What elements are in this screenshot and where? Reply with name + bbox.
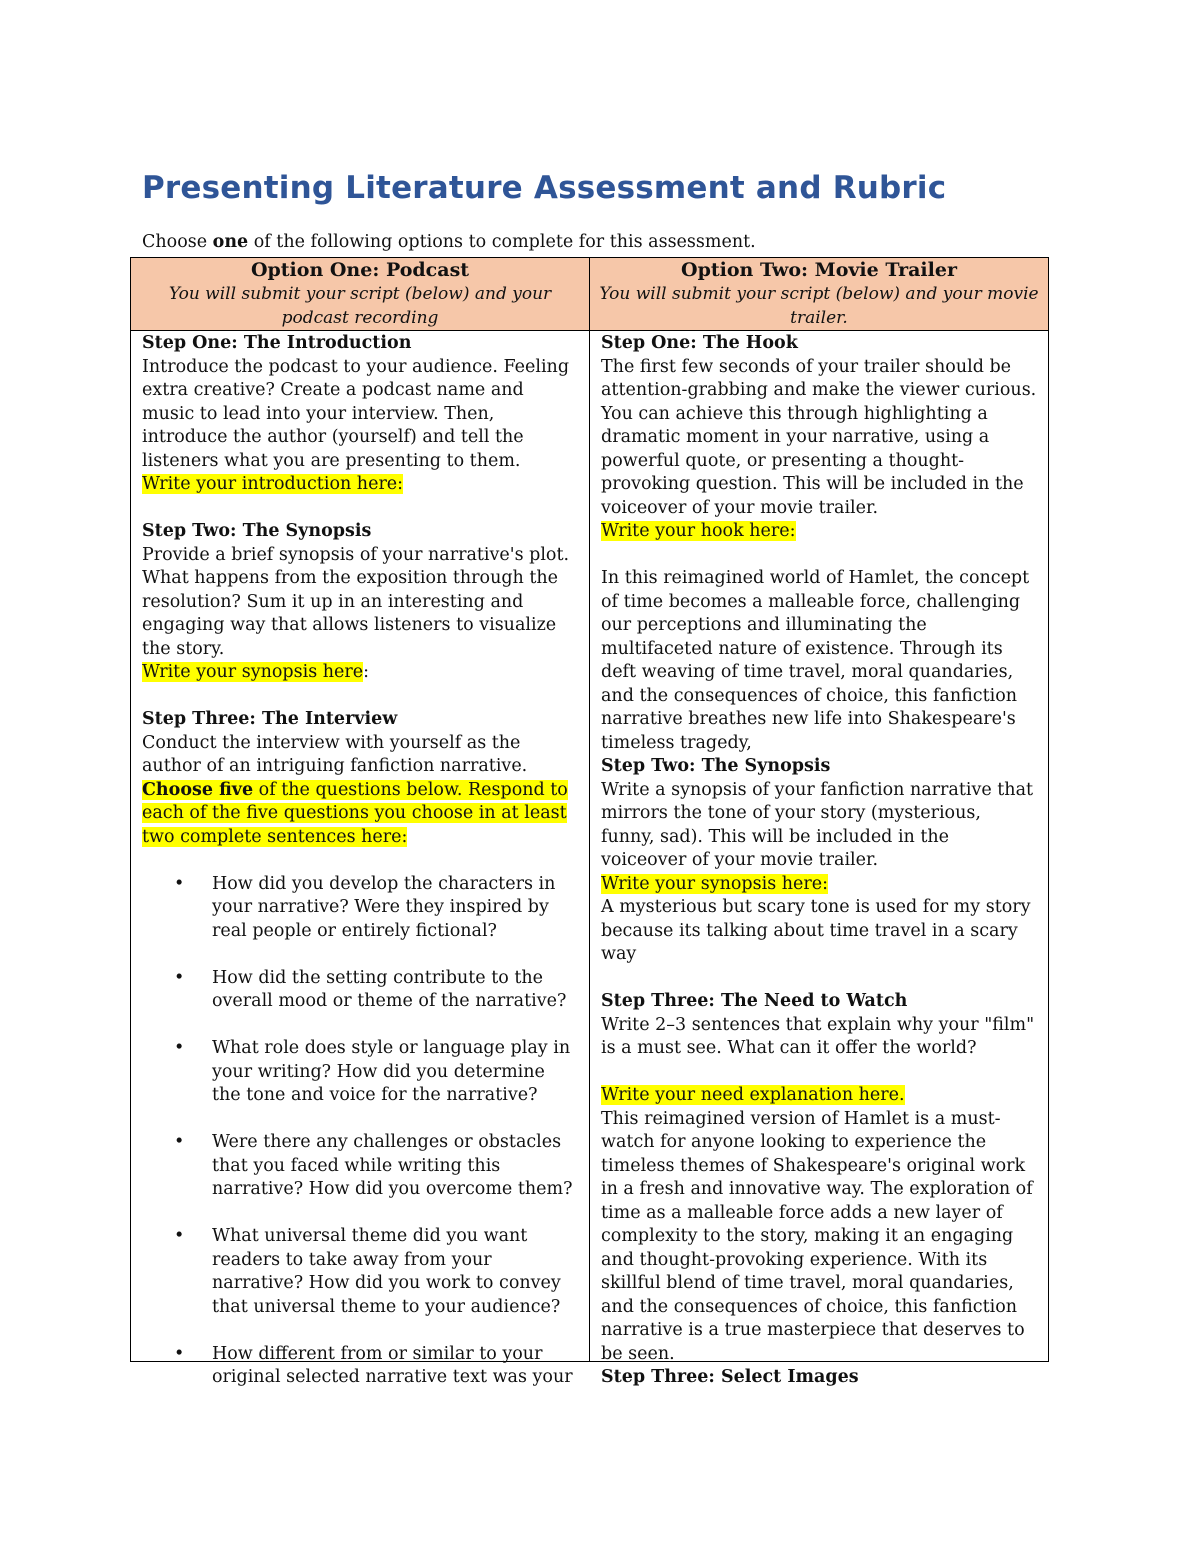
option-two-step1-heading: Step One: The Hook: [601, 333, 798, 353]
option-two-step2-text: Write a synopsis of your fanfiction narrative that mirrors the tone of your story (mysterious, funny, sad). This will be included in the voiceover of your movie trailer.: [601, 779, 1034, 870]
option-one-step2-heading: Step Two: The Synopsis: [142, 521, 372, 541]
list-item: [142, 1343, 579, 1390]
question-text: What role does style or language play in your writing? How did you determine the tone and voice for the narrative?: [212, 1038, 571, 1105]
list-item: [142, 967, 579, 1014]
bullet-icon: •: [174, 1226, 185, 1246]
question-text: How different from or similar to your original selected narrative text was your: [212, 1343, 573, 1387]
option-one-subtitle: You will submit your script (below) and your podcast recording: [168, 284, 552, 328]
options-body-row: [131, 331, 1049, 1362]
option-two-step2-heading: Step Two: The Synopsis: [601, 756, 831, 776]
option-one-step3-body: [142, 732, 579, 850]
options-header-row: [131, 258, 1049, 331]
list-item: [142, 1131, 579, 1202]
option-two-step1-answer: In this reimagined world of Hamlet, the concept of time becomes a malleable force, challenging our perceptions and illuminating the multifaceted nature of existence. Through its deft weaving of time travel, moral quandaries, and the consequences of choice, this fanfiction narrative breathes new life into Shakespeare's timeless tragedy,: [601, 568, 1030, 753]
option-one-step2-text: Provide a brief synopsis of your narrative's plot. What happens from the exposition through the resolution? Sum it up in an interesting and engaging way that allows listeners to visualize the story.: [142, 544, 570, 659]
list-item: [142, 873, 579, 944]
question-text: What universal theme did you want readers to take away from your narrative? How did you work to convey that universal theme to your audience?: [212, 1226, 561, 1317]
interview-questions-list: [142, 873, 579, 1390]
option-two-step1-prompt: Write your hook here:: [601, 521, 796, 541]
option-one-step3-heading: Step Three: The Interview: [142, 709, 398, 729]
option-one-step1-text: Introduce the podcast to your audience. Feeling extra creative? Create a podcast name and music to lead into your interview. Then, introduce the author (yourself) and tell the listeners what you are presenting to them.: [142, 356, 570, 471]
bullet-icon: •: [174, 1038, 185, 1058]
option-two-cell: [590, 331, 1049, 1387]
option-one-step2-prompt-colon: :: [363, 662, 369, 682]
option-two-step1-text: The first few seconds of your trailer should be attention-grabbing and make the viewer curious. You can achieve this through highlighting a dramatic moment in your narrative, using a powerful quote, or presenting a thought-provoking question. This will be included in the voiceover of your movie trailer.: [601, 356, 1037, 518]
page-title: Presenting Literature Assessment and Rubric: [142, 170, 947, 206]
option-one-cell: [131, 331, 590, 1387]
bullet-icon: •: [174, 967, 185, 988]
bullet-icon: •: [174, 873, 185, 894]
option-two-step4-heading: Step Three: Select Images: [601, 1367, 859, 1387]
question-text: Were there any challenges or obstacles that you faced while writing this narrative? How did you overcome them?: [212, 1132, 573, 1199]
option-two-step3-answer: This reimagined version of Hamlet is a must-watch for anyone looking to experience the timeless themes of Shakespeare's original work in a fresh and innovative way. The exploration of time as a malleable force adds a new layer of complexity to the story, making it an engaging and thought-provoking experience. With its skillful blend of time travel, moral quandaries, and the consequences of choice, this fanfiction narrative is a true masterpiece that deserves to be seen.: [601, 1108, 1033, 1364]
option-two-step2-answer: A mysterious but scary tone is used for my story because its talking about time travel in a scary way: [601, 897, 1031, 964]
option-one-step3-prompt-bold: Choose five: [142, 779, 254, 800]
option-two-step3-text: Write 2–3 sentences that explain why your "film" is a must see. What can it offer the world?: [601, 1014, 1035, 1058]
question-text: How did the setting contribute to the overall mood or theme of the narrative?: [212, 967, 567, 1011]
option-two-header: [590, 258, 1049, 331]
instructions-emphasis: one: [212, 232, 249, 252]
option-one-step1-prompt: Write your introduction here:: [142, 474, 404, 494]
option-one-title: Option One: Podcast: [250, 259, 470, 281]
bullet-icon: •: [174, 1132, 185, 1152]
option-one-step2-prompt: Write your synopsis here: [142, 662, 364, 682]
option-one-step3-prompt: of the questions below. Respond to each of the five questions you choose in at least two complete sentences here:: [142, 779, 568, 847]
option-two-step2-prompt: Write your synopsis here:: [601, 873, 828, 894]
list-item: [142, 1225, 579, 1319]
option-one-header: [131, 258, 590, 331]
option-two-title: Option Two: Movie Trailer: [681, 259, 957, 281]
question-text: How did you develop the characters in your narrative? Were they inspired by real people or entirely fictional?: [212, 873, 556, 941]
list-item: [142, 1037, 579, 1108]
option-one-step3-text: Conduct the interview with yourself as the author of an intriguing fanfiction narrative.: [142, 732, 528, 776]
option-two-step3-prompt: Write your need explanation here.: [601, 1085, 905, 1105]
instructions-lead: Choose: [142, 232, 213, 252]
instructions: [142, 230, 756, 254]
bullet-icon: •: [174, 1343, 185, 1364]
options-table: [130, 257, 1049, 1387]
option-two-subtitle: You will submit your script (below) and your movie trailer.: [599, 284, 1039, 328]
option-two-step3-heading: Step Three: The Need to Watch: [601, 991, 908, 1011]
option-one-step1-heading: Step One: The Introduction: [142, 333, 412, 353]
instructions-tail: of the following options to complete for this assessment.: [248, 232, 756, 252]
